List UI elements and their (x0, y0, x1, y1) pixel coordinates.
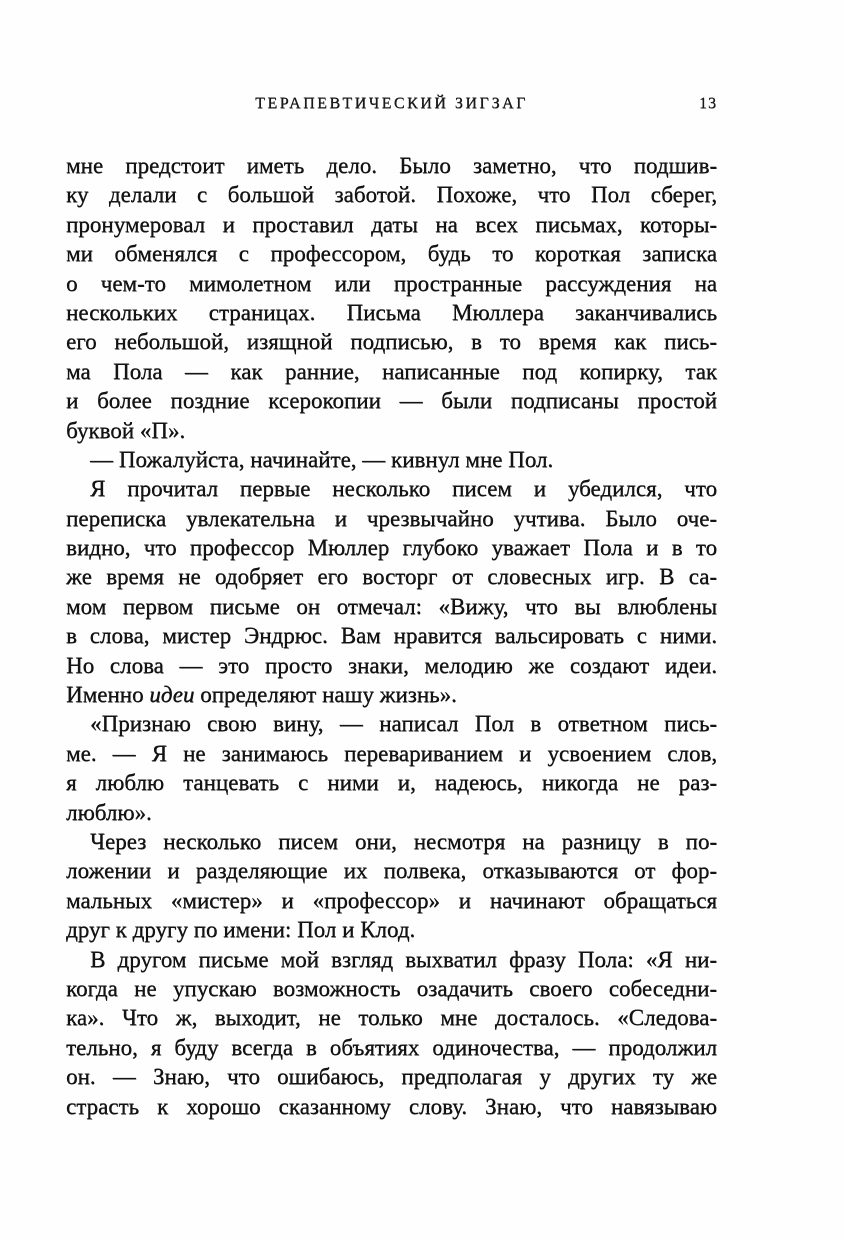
paragraph (66, 709, 717, 827)
running-header-title: ТЕРАПЕВТИЧЕСКИЙ ЗИГЗАГ (255, 95, 528, 112)
text-line: мне предстоит иметь дело. Было заметно, что подшив- (66, 153, 717, 178)
text-line: «Признаю свою вину, — написал Пол в ответном пись- (90, 711, 717, 737)
text-line: пронумеровал и проставил даты на всех письмах, которы- (66, 211, 717, 237)
text-line: страсть к хорошо сказанному слову. Знаю, что навязываю (66, 1093, 717, 1119)
text-line: видно, что профессор Мюллер глубоко уважает Пола и в то (66, 535, 717, 561)
text-line: Я прочитал первые несколько писем и убедился, что (90, 476, 717, 502)
text-line: он. — Знаю, что ошибаюсь, предполагая у других ту же (66, 1064, 717, 1090)
text-line: ложении и разделяющие их полвека, отказываются от фор- (66, 858, 717, 884)
text-line: В другом письме мой взгляд выхватил фразу Пола: «Я ни- (90, 946, 717, 972)
text-line: друг к другу по имени: Пол и Клод. (66, 917, 416, 943)
text-line: ку делали с большой заботой. Похоже, что Пол сберег, (66, 182, 717, 208)
text-line: я люблю танцевать с ними и, надеюсь, никогда не раз- (66, 770, 717, 796)
text-line: ма Пола — как ранние, написанные под копирку, так (66, 358, 717, 384)
text-line: нескольких страницах. Письма Мюллера заканчивались (66, 299, 717, 325)
body-text (66, 151, 717, 1121)
page-header (66, 95, 717, 117)
text-line: ми обменялся с профессором, будь то короткая записка (66, 241, 717, 267)
text-line: мальных «мистер» и «профессор» и начинают обращаться (66, 887, 717, 913)
paragraph (66, 151, 717, 445)
text-line: тельно, я буду всегда в объятиях одиночества, — продолжил (66, 1034, 717, 1060)
text-line: ме. — Я не занимаюсь перевариванием и усвоением слов, (66, 740, 717, 766)
page-number: 13 (699, 95, 717, 112)
text-line: — Пожалуйста, начинайте, — кивнул мне Пол. (90, 446, 554, 472)
paragraph (66, 827, 717, 945)
text-line: Но слова — это просто знаки, мелодию же создают идеи. (66, 652, 717, 678)
paragraph (66, 474, 717, 709)
text-line: Через несколько писем они, несмотря на разницу в по- (90, 828, 717, 854)
text-line: Именно идеи определяют нашу жизнь». (66, 682, 457, 708)
text-line: в слова, мистер Эндрюс. Вам нравится вальсировать с ними. (66, 623, 717, 649)
text-line: переписка увлекательна и чрезвычайно учтива. Было оче- (66, 505, 717, 531)
text-line: когда не упускаю возможность озадачить своего собеседни- (66, 975, 717, 1001)
text-line: ка». Что ж, выходит, не только мне досталось. «Следова- (66, 1005, 717, 1031)
text-line: же время не одобряет его восторг от словесных игр. В са- (66, 564, 717, 590)
paragraph (66, 445, 717, 474)
paragraph (66, 945, 717, 1121)
text-line: о чем-то мимолетном или пространные рассуждения на (66, 270, 717, 296)
text-line: буквой «П». (66, 417, 186, 443)
text-line: его небольшой, изящной подписью, в то время как пись- (66, 329, 717, 355)
text-line: и более поздние ксерокопии — были подписаны простой (66, 388, 717, 414)
text-line: люблю». (66, 799, 152, 825)
text-line: мом первом письме он отмечал: «Вижу, что вы влюблены (66, 593, 717, 619)
italic-text: идеи (149, 682, 195, 708)
